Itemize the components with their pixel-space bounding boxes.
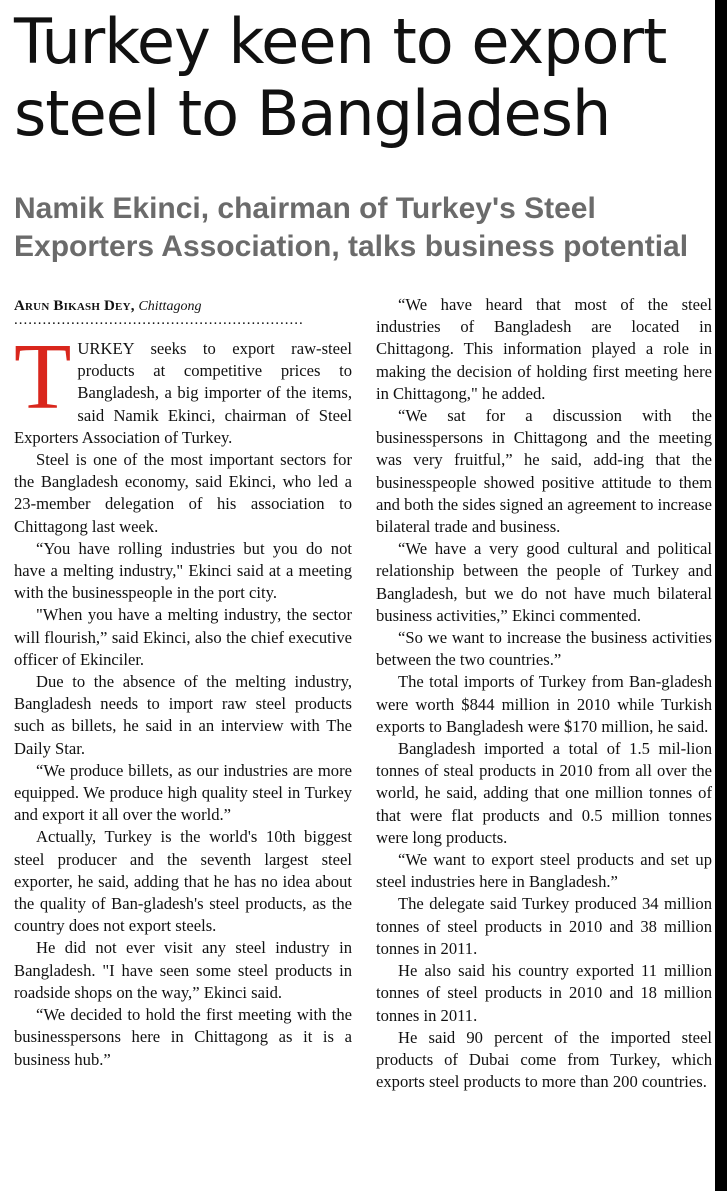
paragraph: “We sat for a discussion with the businesspersons in Chittagong and the meeting was very fruitful,” he said, add-ing that the businesspeople showed positive attitude to them and both the sides signed an agreement to increase bilateral trade and business. (376, 406, 712, 537)
article-column-left (14, 325, 352, 1071)
lead-paragraph (14, 325, 352, 449)
paragraph: “So we want to increase the business activities between the two countries.” (376, 628, 712, 670)
dropcap: T (14, 325, 72, 429)
paragraph: Steel is one of the most important sectors for the Bangladesh economy, said Ekinci, who led a 23-member delegation of his association to Chittagong last week. (14, 450, 352, 536)
paragraph: He said 90 percent of the imported steel products of Dubai come from Turkey, which exports steel products to more than 200 countries. (376, 1027, 712, 1092)
lead-text: seeks to export raw-steel products at competitive prices to Bangladesh, a big importer of the items, said Namik Ekinci, chairman of Steel Exporters Association of Turkey. (14, 339, 352, 447)
article-column-right (376, 294, 712, 1093)
paragraph: He did not ever visit any steel industry in Bangladesh. "I have seen some steel products in roadside shops on the way,” Ekinci said. (14, 938, 352, 1002)
paragraph: “We want to export steel products and set up steel industries here in Bangladesh.” (376, 850, 712, 892)
paragraph: “We have heard that most of the steel industries of Bangladesh are located in Chittagong. This information played a role in making the decision of holding first meeting here in Chittagong," he added. (376, 295, 712, 403)
subheadline: Namik Ekinci, chairman of Turkey's Steel Exporters Association, talks business potential (14, 192, 689, 263)
headline: Turkey keen to export steel to Bangladesh (14, 5, 667, 150)
byline-separator: ............................................................. (14, 312, 304, 328)
paragraph: "When you have a melting industry, the sector will flourish,” said Ekinci, also the chief executive officer of Ekinciler. (14, 605, 352, 669)
paragraph: “We decided to hold the first meeting with the businesspersons here in Chittagong as it is a business hub.” (14, 1005, 352, 1069)
paragraph: “You have rolling industries but you do not have a melting industry," Ekinci said at a meeting with the businesspeople in the port city. (14, 538, 352, 603)
paragraph: The delegate said Turkey produced 34 million tonnes of steel products in 2010 and 38 million tonnes in 2011. (376, 894, 712, 958)
paragraph: Due to the absence of the melting industry, Bangladesh needs to import raw steel products such as billets, he said in an interview with The Daily Star. (14, 672, 352, 758)
lead-caps: URKEY (77, 339, 134, 358)
paragraph: He also said his country exported 11 million tonnes of steel products in 2010 and 18 million tonnes in 2011. (376, 961, 712, 1025)
paragraph: The total imports of Turkey from Ban-gladesh were worth $844 million in 2010 while Turkish exports to Bangladesh were $170 million, he said. (376, 672, 712, 736)
byline-location: Chittagong (138, 299, 202, 314)
byline-author: Arun Bikash Dey, (14, 298, 135, 314)
page-edge-bar (715, 0, 727, 1191)
paragraph: Bangladesh imported a total of 1.5 mil-lion tonnes of steal products in 2010 from all over the world, he said, adding that one million tonnes of that were flat products and 0.5 million tonnes were long products. (376, 739, 712, 847)
paragraph: Actually, Turkey is the world's 10th biggest steel producer and the seventh largest steel exporter, he said, adding that he has no idea about the quality of Ban-gladesh's steel products, as the country does not export steels. (14, 827, 352, 936)
paragraph: “We have a very good cultural and political relationship between the people of Turkey and Bangladesh, but we do not have much bilateral business activities,” Ekinci commented. (376, 539, 712, 625)
paragraph: “We produce billets, as our industries are more equipped. We produce high quality steel in Turkey and export it all over the world.” (14, 760, 352, 825)
